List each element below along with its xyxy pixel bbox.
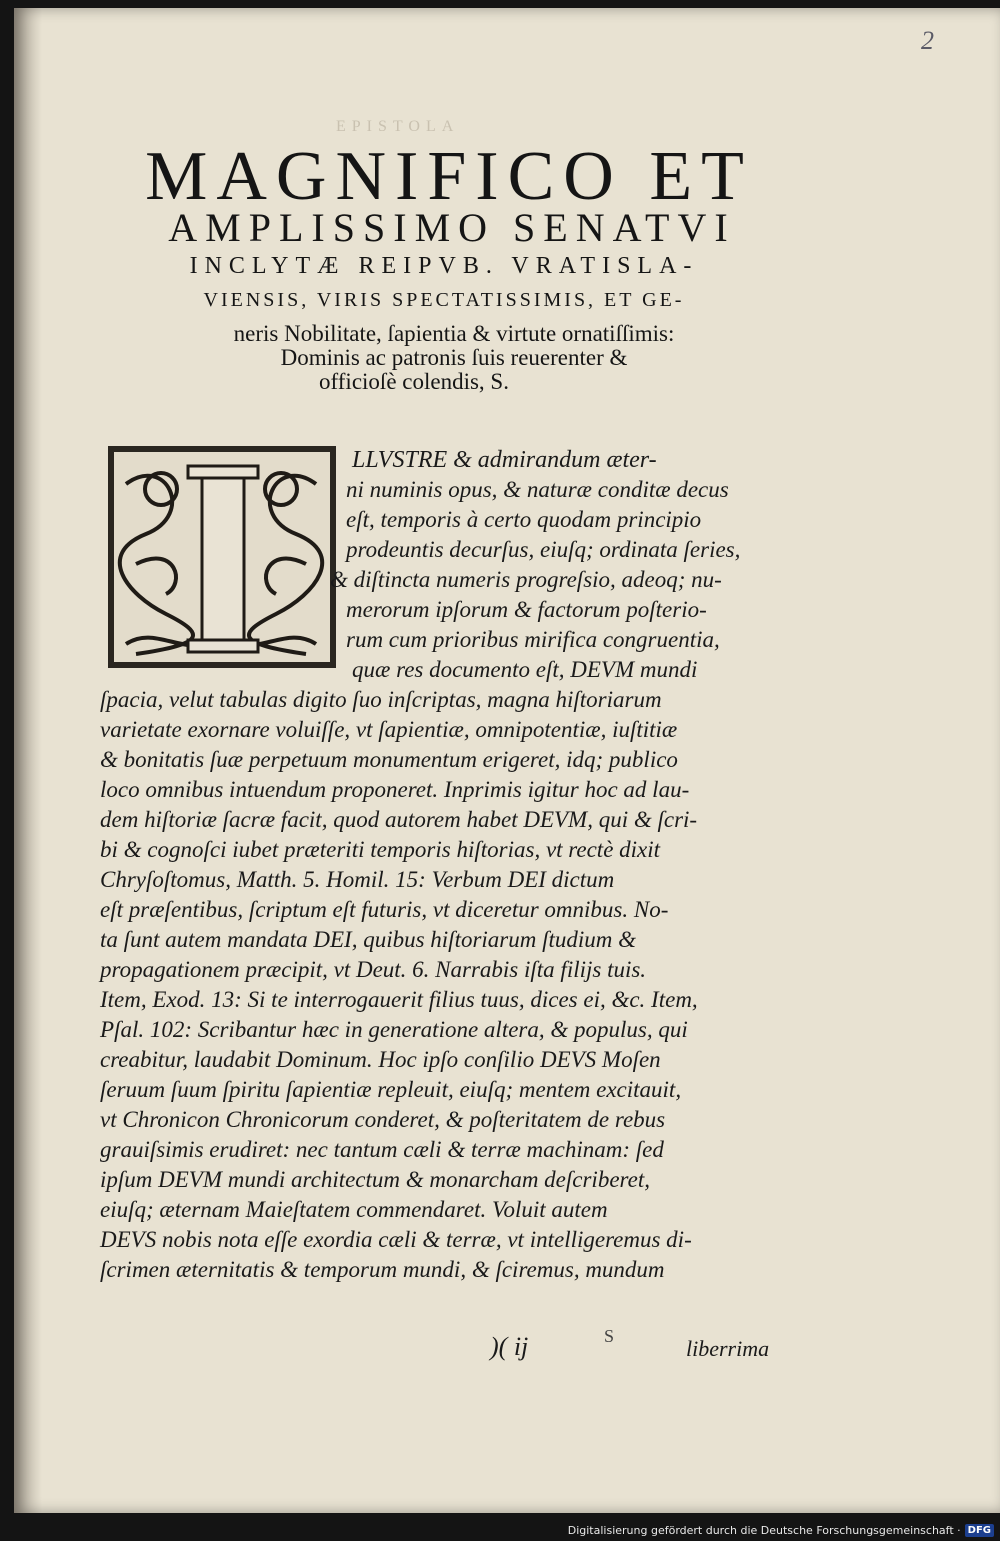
- body-line: & diſtincta numeris progreſsio, adeoq; nu-: [330, 567, 722, 592]
- body-line: bi & cognoſci iubet præteriti temporis hiſtorias, vt rectè dixit: [100, 837, 661, 862]
- body-line: ſcrimen æternitatis & temporum mundi, & ſciremus, mundum: [100, 1257, 665, 1282]
- body-line: ta ſunt autem mandata DEI, quibus hiſtoriarum ſtudium &: [100, 927, 637, 952]
- folio-number: 2: [921, 26, 936, 55]
- body-line: LLVSTRE & admirandum æter-: [352, 447, 657, 473]
- address-line-1: neris Nobilitate, ſapientia & virtute ornatiſſimis:: [233, 321, 675, 346]
- address-line-3: officioſè colendis, S.: [319, 369, 509, 394]
- body-line: prodeuntis decurſus, eiuſq; ordinata ſeries,: [346, 537, 741, 562]
- signature-mark: )( ij: [490, 1332, 529, 1361]
- body-line: ſpacia, velut tabulas digito ſuo inſcriptas, magna hiſtoriarum: [100, 687, 662, 712]
- body-line: vt Chronicon Chronicorum conderet, & poſteritatem de rebus: [100, 1107, 666, 1132]
- body-line: DEVS nobis nota eſſe exordia cæli & terræ, vt intelligeremus di-: [100, 1227, 692, 1252]
- book-page: [14, 8, 1000, 1513]
- body-line: merorum ipſorum & factorum poſterio-: [346, 597, 707, 622]
- body-line: eſt, temporis à certo quodam principio: [346, 507, 702, 532]
- body-line: creabitur, laudabit Dominum. Hoc ipſo conſilio DEVS Moſen: [100, 1047, 661, 1072]
- dfg-logo-icon: DFG: [965, 1524, 994, 1537]
- title-line-3: INCLYTÆ REIPVB. VRATISLA-: [189, 253, 699, 279]
- body-line: & bonitatis ſuæ perpetuum monumentum erigeret, idq; publico: [100, 747, 678, 772]
- body-line: dem hiſtoriæ ſacræ facit, quod autorem habet DEVM, qui & ſcri-: [100, 807, 698, 832]
- body-line: varietate exornare voluiſſe, vt ſapientiæ, omnipotentiæ, iuſtitiæ: [100, 717, 678, 742]
- address-line-2: Dominis ac patronis ſuis reuerenter &: [280, 345, 628, 370]
- body-line: ſeruum ſuum ſpiritu ſapientiæ repleuit, eiuſq; mentem excitauit,: [100, 1077, 682, 1102]
- title-line-1: MAGNIFICO ET: [145, 138, 753, 215]
- body-line: eiuſq; æternam Maieſtatem commendaret. Voluit autem: [100, 1197, 608, 1222]
- body-line: Item, Exod. 13: Si te interrogauerit filius tuus, dices ei, &c. Item,: [100, 987, 698, 1012]
- title-line-4: VIENSIS, VIRIS SPECTATISSIMIS, ET GE-: [203, 289, 685, 311]
- body-line: ipſum DEVM mundi architectum & monarcham deſcriberet,: [100, 1167, 650, 1192]
- body-line: rum cum prioribus mirifica congruentia,: [346, 627, 720, 652]
- body-line: loco omnibus intuendum proponeret. Inprimis igitur hoc ad lau-: [100, 777, 690, 802]
- body-line: eſt præſentibus, ſcriptum eſt futuris, vt diceretur omnibus. No-: [100, 897, 669, 922]
- title-line-2: AMPLISSIMO SENATVI: [168, 205, 736, 250]
- digitization-credit: [568, 1524, 994, 1537]
- running-headline: EPISTOLA: [336, 118, 460, 135]
- body-line: Chryſoſtomus, Matth. 5. Homil. 15: Verbum DEI dictum: [100, 867, 615, 892]
- signature-letter: S: [604, 1326, 615, 1346]
- catchword: liberrima: [686, 1336, 770, 1361]
- body-line: quæ res documento eſt, DEVM mundi: [352, 657, 698, 682]
- body-line: ni numinis opus, & naturæ conditæ decus: [346, 477, 729, 502]
- credit-text: Digitalisierung gefördert durch die Deutsche Forschungsgemeinschaft ·: [567, 1524, 961, 1537]
- body-line: grauiſsimis erudiret: nec tantum cæli & terræ machinam: ſed: [100, 1137, 664, 1162]
- body-line: Pſal. 102: Scribantur hæc in generatione altera, & populus, qui: [100, 1017, 688, 1042]
- body-line: propagationem præcipit, vt Deut. 6. Narrabis iſta filijs tuis.: [100, 957, 647, 982]
- decorated-initial-i-icon: [106, 444, 338, 670]
